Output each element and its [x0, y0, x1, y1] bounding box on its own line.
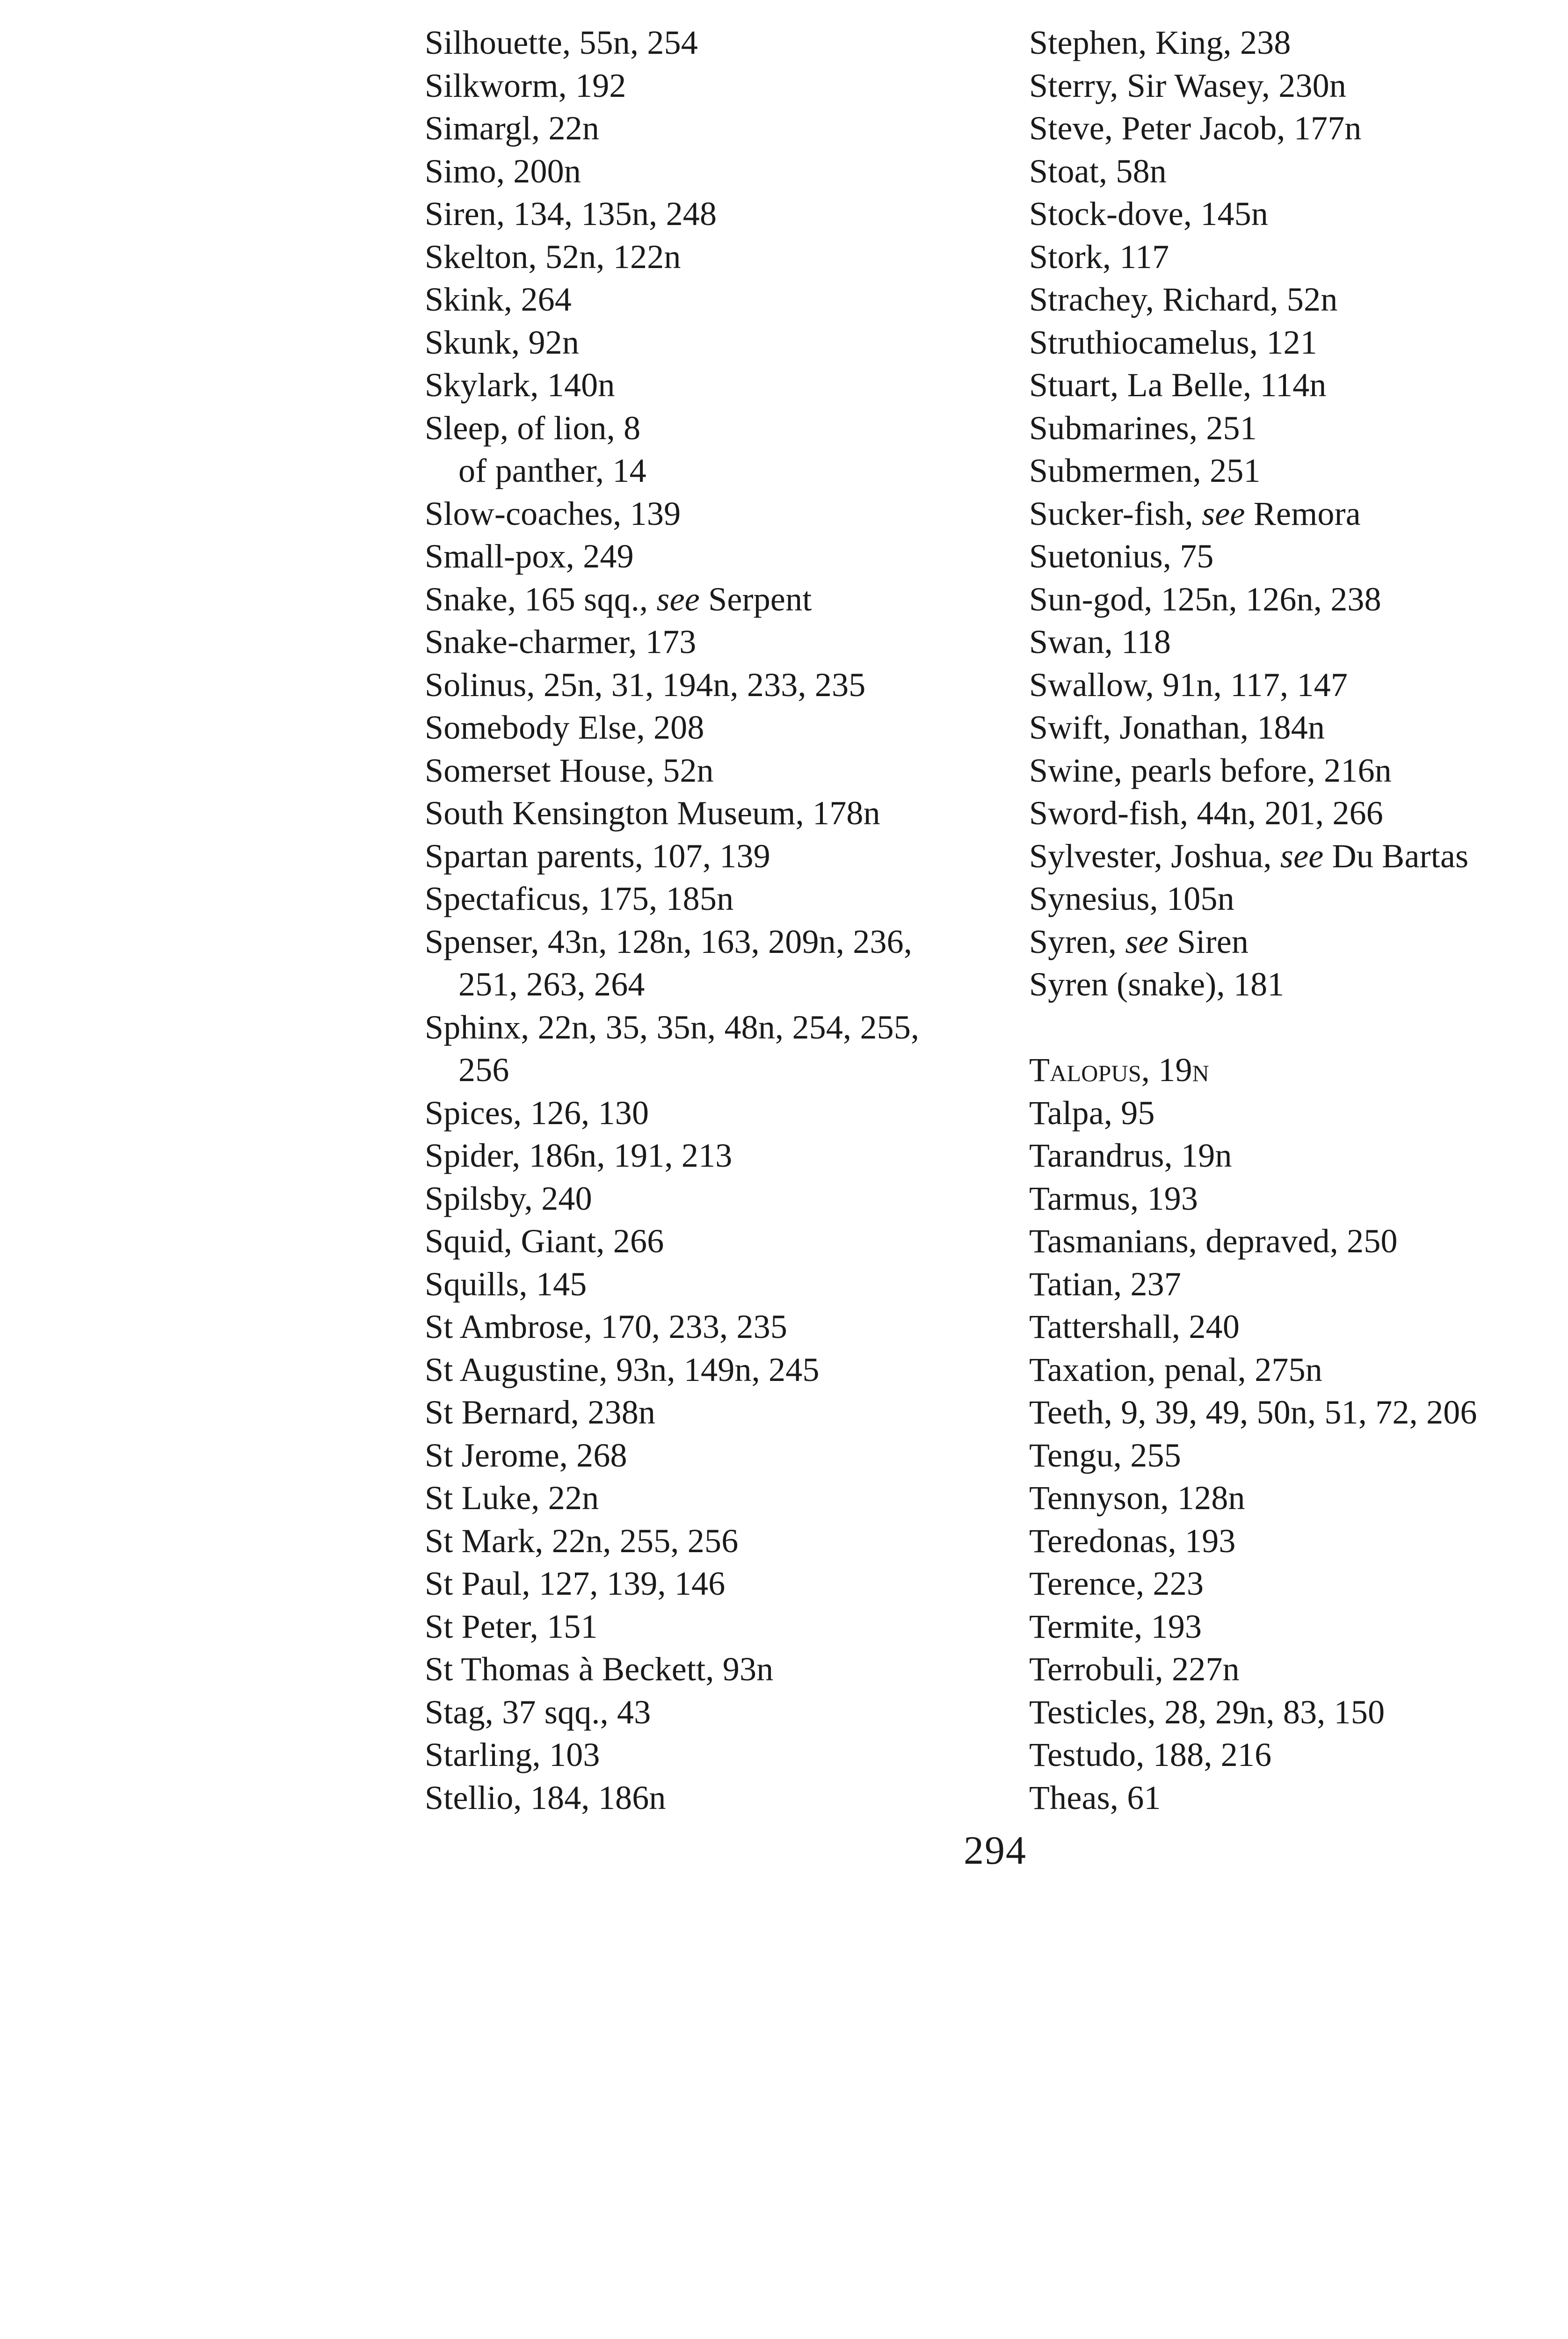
index-entry: Stag, 37 sqq., 43: [425, 1693, 651, 1731]
index-entry: Spilsby, 240: [425, 1179, 592, 1217]
index-entry: Swan, 118: [1029, 623, 1171, 661]
index-entry: St Thomas à Beckett, 93n: [425, 1650, 774, 1688]
index-entry: Snake-charmer, 173: [425, 623, 697, 661]
index-entry: Sphinx, 22n, 35, 35n, 48n, 254, 255,: [425, 1008, 920, 1046]
see-reference: see: [1280, 837, 1324, 875]
index-entry: Tarandrus, 19n: [1029, 1137, 1232, 1174]
index-entry: Spenser, 43n, 128n, 163, 209n, 236,: [425, 923, 913, 960]
index-entry: Syren, see Siren: [1029, 923, 1249, 960]
index-entry: Squills, 145: [425, 1265, 587, 1303]
index-entry: Tattershall, 240: [1029, 1308, 1240, 1345]
index-entry-section-start: Talopus, 19n: [1029, 1051, 1209, 1089]
index-entry: Synesius, 105n: [1029, 880, 1234, 917]
index-entry: Tengu, 255: [1029, 1436, 1181, 1474]
index-entry: Struthiocamelus, 121: [1029, 323, 1317, 361]
index-entry: Stock-dove, 145n: [1029, 195, 1269, 232]
index-entry-continuation: 251, 263, 264: [458, 966, 645, 1003]
index-entry: Talpa, 95: [1029, 1094, 1155, 1132]
section-gap: [1029, 1006, 1562, 1049]
index-entry: Teredonas, 193: [1029, 1522, 1236, 1560]
index-entry: Sylvester, Joshua, see Du Bartas: [1029, 837, 1469, 875]
index-entry: Swift, Jonathan, 184n: [1029, 709, 1325, 746]
index-entry: Sleep, of lion, 8: [425, 409, 641, 447]
index-subentry: of panther, 14: [458, 452, 646, 489]
index-entry: Strachey, Richard, 52n: [1029, 281, 1338, 318]
index-entry: Siren, 134, 135n, 248: [425, 195, 717, 232]
index-entry: Silhouette, 55n, 254: [425, 24, 698, 61]
index-entry: Swine, pearls before, 216n: [1029, 751, 1392, 789]
index-entry: Somerset House, 52n: [425, 751, 714, 789]
index-column-left: [425, 22, 1019, 1819]
index-entry: St Paul, 127, 139, 146: [425, 1565, 726, 1602]
page-number: 294: [964, 1828, 1027, 1873]
index-entry: Sucker-fish, see Remora: [1029, 494, 1361, 532]
see-reference: see: [1125, 923, 1169, 960]
index-entry: Theas, 61: [1029, 1779, 1161, 1816]
index-entry: Stork, 117: [1029, 238, 1169, 276]
index-entry: Sword-fish, 44n, 201, 266: [1029, 794, 1383, 832]
index-entry: Slow-coaches, 139: [425, 494, 681, 532]
index-entry: Spectaficus, 175, 185n: [425, 880, 734, 917]
index-entry: Silkworm, 192: [425, 66, 626, 104]
index-entry: Syren (snake), 181: [1029, 966, 1285, 1003]
index-entry: Squid, Giant, 266: [425, 1222, 664, 1260]
index-entry: St Bernard, 238n: [425, 1394, 656, 1431]
index-entry: Terrobuli, 227n: [1029, 1650, 1240, 1688]
index-entry: Testicles, 28, 29n, 83, 150: [1029, 1693, 1385, 1731]
index-entry: Steve, Peter Jacob, 177n: [1029, 109, 1362, 147]
index-entry: Sun-god, 125n, 126n, 238: [1029, 580, 1381, 618]
index-entry: Stephen, King, 238: [1029, 24, 1291, 61]
index-entry: Skelton, 52n, 122n: [425, 238, 681, 276]
index-entry: St Peter, 151: [425, 1607, 598, 1645]
index-entry: Simo, 200n: [425, 152, 581, 190]
index-entry: Somebody Else, 208: [425, 709, 704, 746]
index-entry: Stuart, La Belle, 114n: [1029, 366, 1327, 404]
index-entry: Solinus, 25n, 31, 194n, 233, 235: [425, 666, 866, 704]
index-entry: St Jerome, 268: [425, 1436, 627, 1474]
index-entry: Skylark, 140n: [425, 366, 615, 404]
index-entry: Skunk, 92n: [425, 323, 580, 361]
see-reference: see: [1202, 494, 1245, 532]
index-entry: Taxation, penal, 275n: [1029, 1351, 1322, 1388]
index-entry: Submermen, 251: [1029, 452, 1261, 489]
index-entry: Tarmus, 193: [1029, 1179, 1198, 1217]
index-entry: St Augustine, 93n, 149n, 245: [425, 1351, 820, 1388]
index-entry: Stoat, 58n: [1029, 152, 1167, 190]
index-entry: Teeth, 9, 39, 49, 50n, 51, 72, 206: [1029, 1394, 1477, 1431]
index-entry: Snake, 165 sqq., see Serpent: [425, 580, 812, 618]
index-entry: Spartan parents, 107, 139: [425, 837, 770, 875]
index-entry: Submarines, 251: [1029, 409, 1257, 447]
index-entry: Tennyson, 128n: [1029, 1479, 1245, 1517]
index-entry: Tatian, 237: [1029, 1265, 1182, 1303]
index-entry: Skink, 264: [425, 281, 572, 318]
index-entry: Spider, 186n, 191, 213: [425, 1137, 733, 1174]
index-entry-continuation: 256: [458, 1051, 509, 1089]
index-entry: St Mark, 22n, 255, 256: [425, 1522, 739, 1560]
index-entry: Tasmanians, depraved, 250: [1029, 1222, 1398, 1260]
index-entry: Starling, 103: [425, 1736, 600, 1773]
index-column-right: [1029, 22, 1562, 1819]
index-entry: Spices, 126, 130: [425, 1094, 649, 1132]
index-entry: Testudo, 188, 216: [1029, 1736, 1272, 1773]
index-entry: Termite, 193: [1029, 1607, 1202, 1645]
see-reference: see: [656, 580, 700, 618]
index-entry: South Kensington Museum, 178n: [425, 794, 880, 832]
index-entry: Simargl, 22n: [425, 109, 600, 147]
index-entry: St Luke, 22n: [425, 1479, 599, 1517]
index-entry: St Ambrose, 170, 233, 235: [425, 1308, 788, 1345]
index-entry: Suetonius, 75: [1029, 538, 1214, 575]
index-entry: Swallow, 91n, 117, 147: [1029, 666, 1348, 704]
index-entry: Sterry, Sir Wasey, 230n: [1029, 66, 1347, 104]
index-entry: Terence, 223: [1029, 1565, 1204, 1602]
index-entry: Stellio, 184, 186n: [425, 1779, 666, 1816]
index-entry: Small-pox, 249: [425, 538, 634, 575]
